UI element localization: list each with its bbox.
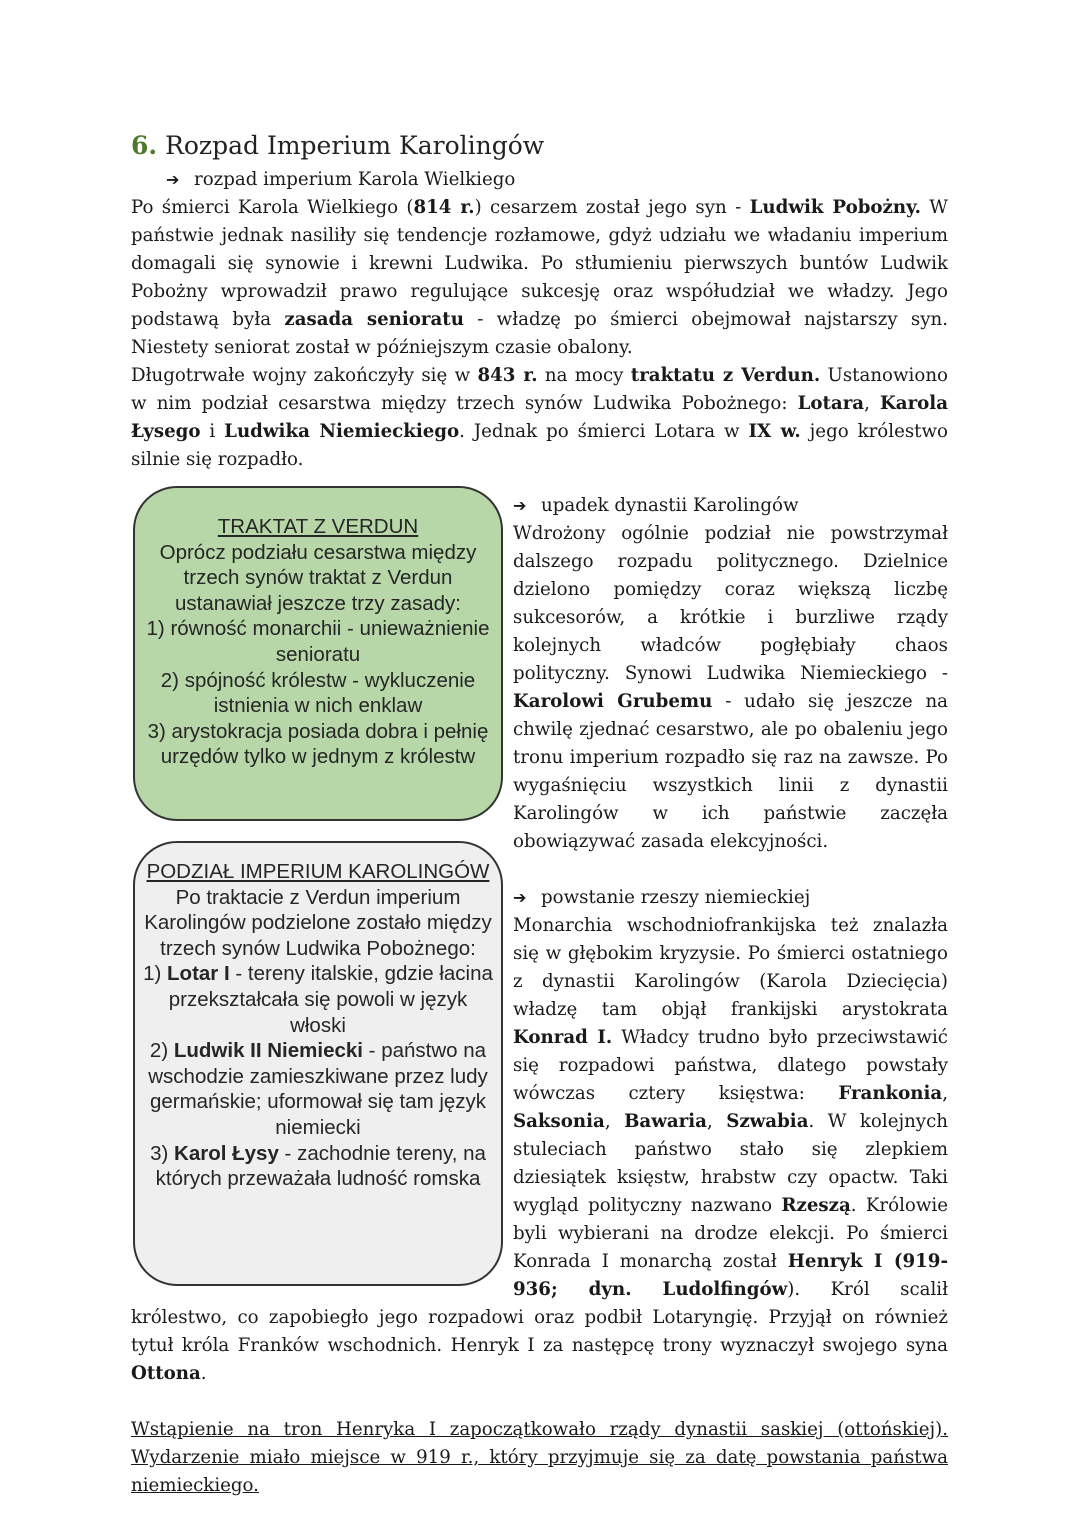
box-line: Oprócz podziału cesarstwa między trzech synów traktat z Verdun ustanawiał jeszcze trzy zasady: (159, 540, 477, 615)
subheading-text: rozpad imperium Karola Wielkiego (194, 169, 516, 190)
subheading-karol (131, 166, 948, 194)
box-title: TRAKTAT Z VERDUN (217, 515, 419, 538)
box-intro: Po traktacie z Verdun imperium Karolingów podzielone zostało między trzech synów Ludwika Pobożnego: (144, 885, 492, 960)
verdun-treaty-box (133, 486, 503, 821)
section-number: 6. (131, 131, 158, 160)
arrow-icon: ➔ (513, 888, 527, 907)
paragraph-decline: Wdrożony ogólnie podział nie powstrzymał dalszego rozpadu politycznego. Dzielnice dzielono pomiędzy coraz większą liczbę sukcesorów, a krótkie i burzliwe rządy kolejnych władców pogłębiały chaos polityczny. Synowi Ludwika Niemieckiego - Karolowi Grubemu - udało się jeszcze na chwilę zjednać cesarstwo, ale po obaleniu jego tronu imperium rozpadło się raz na zawsze. Po wygaśnięciu wszystkich linii z dynastii Karolingów w ich państwie zaczęła obowiązywać zasada elekcyjności. (513, 523, 949, 852)
division-item: 2) Ludwik II Niemiecki - państwo na wschodzie zamieszkiwane przez ludy germańskie; uformował się tam język niemiecki (148, 1039, 488, 1139)
paragraph-succession: Po śmierci Karola Wielkiego (814 r.) cesarzem został jego syn - Ludwik Pobożny. W państwie jednak nasiliły się tendencje rozłamowe, gdyż udziału we władaniu imperium domagali się synowie i krewni Ludwika. Po stłumieniu pierwszych buntów Ludwik Pobożny wprowadził prawo regulujące sukcesję oraz współudział we władzy. Jego podstawą była zasada senioratu - władzę po śmierci obejmował najstarszy syn. Niestety seniorat został w późniejszym czasie obalony. (131, 197, 948, 358)
box-title: PODZIAŁ IMPERIUM KAROLINGÓW (146, 860, 490, 883)
document-page (131, 128, 948, 1500)
division-item: 3) Karol Łysy - zachodnie tereny, na których przeważała ludność romska (150, 1141, 486, 1191)
paragraph-reich: Monarchia wschodniofrankijska też znalazła się w głębokim kryzysie. Po śmierci ostatniego z dynastii Karolingów (Karola Dziecięcia) władzę tam objął frankijski arystokrata Konrad I. Władcy trudno było przeciwstawić się rozpadowi państwa, dlatego powstały wówczas cztery księstwa: Frankonia, Saksonia, Bawaria, Szwabia. W kolejnych stuleciach państwo stało się zlepkiem dziesiątek księstw, hrabstw czy opactw. Taki wygląd polityczny nazwano Rzeszą. Królowie byli wybierani na drodze elekcji. Po śmierci Konrada I monarchą został Henryk I (919-936; dyn. Ludolfingów). Król scalił królestwo, co zapobiegło jego rozpadowi oraz podbił Lotaryngię. Przyjął on również tytuł króla Franków wschodnich. Henryk I za następcę trony wyznaczył swojego syna Ottona. (131, 915, 948, 1384)
box-line: 1) równość monarchii - unieważnienie senioratu (146, 617, 490, 666)
division-item: 1) Lotar I - tereny italskie, gdzie łacina przekształcała się powoli w język włoski (143, 962, 493, 1037)
info-boxes (133, 486, 503, 1286)
paragraph-verdun: Długotrwałe wojny zakończyły się w 843 r. na mocy traktatu z Verdun. Ustanowiono w nim podział cesarstwa między trzech synów Ludwika Pobożnego: Lotara, Karola Łysego i Ludwika Niemieckiego. Jednak po śmierci Lotara w IX w. jego królestwo silnie się rozpadło. (131, 365, 948, 470)
box-line: 2) spójność królestw - wykluczenie istnienia w nich enklaw (160, 668, 476, 718)
conclusion-note: Wstąpienie na tron Henryka I zapoczątkowało rządy dynastii saskiej (ottońskiej). Wydarzenie miało miejsce w 919 r., który przyjmuje się za datę powstania państwa niemieckiego. (131, 1419, 948, 1496)
arrow-icon: ➔ (166, 170, 180, 189)
section-title: Rozpad Imperium Karolingów (165, 131, 545, 160)
section-heading (131, 128, 948, 164)
subheading-text: powstanie rzeszy niemieckiej (541, 887, 811, 908)
arrow-icon: ➔ (513, 496, 527, 515)
subheading-text: upadek dynastii Karolingów (541, 495, 799, 516)
box-line: 3) arystokracja posiada dobra i pełnię urzędów tylko w jednym z królestw (147, 719, 489, 769)
empire-division-box (133, 841, 503, 1286)
